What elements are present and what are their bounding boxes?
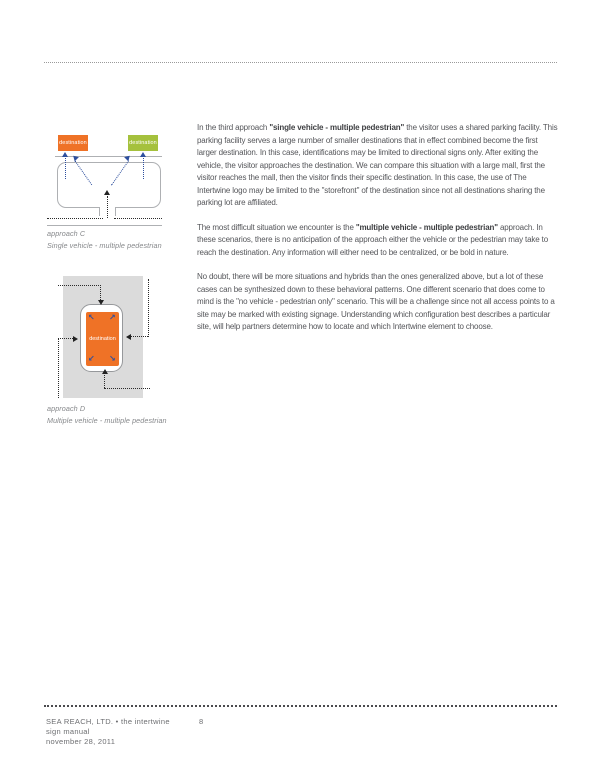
corner-arrow-nw-icon: ↖ bbox=[88, 313, 95, 322]
entrance-wall-left bbox=[99, 207, 100, 216]
approach-path-right-h bbox=[131, 336, 148, 337]
destination-box-center: destination bbox=[86, 312, 119, 366]
footer-line2: sign manual bbox=[46, 727, 90, 736]
approach-arrowhead-top-icon bbox=[98, 300, 104, 305]
entrance-wall-right bbox=[115, 207, 116, 216]
approach-path-bottom-v bbox=[104, 375, 105, 388]
paragraph: The most difficult situation we encounter is the "multiple vehicle - multiple pedestrian" approach. In these scenarios, there is no anticipation of the approach either the vehicle or the pedestrian may take to reach the destination. Any information will either need to be centralized, or be bold in nature. bbox=[197, 222, 548, 257]
approach-path-right-v bbox=[148, 279, 149, 337]
pedestrian-arrowhead-right-icon bbox=[140, 152, 146, 157]
approach-path-left-v bbox=[58, 338, 59, 398]
vehicle-path-right bbox=[114, 218, 162, 219]
pedestrian-arrowhead-diag-left-icon bbox=[71, 154, 79, 162]
diagram-approach-d bbox=[47, 276, 165, 400]
footer-line3: november 28, 2011 bbox=[46, 737, 116, 746]
approach-path-left-h bbox=[58, 338, 73, 339]
page-number: 8 bbox=[199, 717, 204, 726]
caption-approach-c-subtitle: Single vehicle - multiple pedestrian bbox=[47, 241, 162, 250]
pedestrian-arrow-line-right bbox=[143, 158, 144, 179]
approach-arrowhead-bottom-icon bbox=[102, 369, 108, 374]
paragraph: No doubt, there will be more situations and hybrids than the ones generalized above, but a lot of these cases can be synthesized down to these behavioral patterns. One different scenario that does come to mind is the "no vehicle - pedestrian only" scenario. This will be a challenge since not all access points to a site may be marked with existing signage. Understanding which configuration best describes a particular site, will help partners determine how to locate and which Intertwine element to choose. bbox=[197, 272, 555, 331]
caption-approach-c-title: approach C bbox=[47, 229, 86, 238]
parking-lot-outline bbox=[57, 162, 161, 208]
footer-dotted-rule bbox=[44, 705, 557, 707]
pedestrian-arrow-line-left bbox=[65, 158, 66, 179]
corner-arrow-ne-icon: ↗ bbox=[109, 313, 116, 322]
vehicle-path-turn bbox=[107, 196, 108, 218]
approach-path-bottom-h bbox=[104, 388, 150, 389]
top-dotted-rule bbox=[44, 62, 557, 63]
vehicle-arrowhead-icon bbox=[104, 190, 110, 195]
corner-arrow-sw-icon: ↙ bbox=[88, 354, 95, 363]
pedestrian-arrowhead-left-icon bbox=[62, 152, 68, 157]
caption-approach-d-subtitle: Multiple vehicle - multiple pedestrian bbox=[47, 416, 167, 425]
corner-arrow-se-icon: ↘ bbox=[109, 354, 116, 363]
road-edge-bottom-line bbox=[47, 225, 162, 226]
approach-arrowhead-right-icon bbox=[126, 334, 131, 340]
destination-box-green: destination bbox=[128, 135, 158, 151]
approach-arrowhead-left-icon bbox=[73, 336, 78, 342]
paragraph: In the third approach "single vehicle - multiple pedestrian" the visitor uses a shared parking facility. This parking facility serves a large number of smaller destinations that in effect combined become the first larger destination. In this case, identifications may be limited to directional signs only. After exiting the vehicle, the visitor approaches the destination. We can compare this situation with a large mall, first the visitor reaches the mall, then the visitor finds their specific destination. In this case, the use of The Intertwine logo may be limited to the "storefront" of the destination since not all destinations sharing the parking lot are affiliated. bbox=[197, 123, 558, 207]
vehicle-path-left bbox=[47, 218, 103, 219]
pedestrian-arrowhead-diag-right-icon bbox=[124, 154, 132, 162]
caption-approach-d-title: approach D bbox=[47, 404, 86, 413]
body-text bbox=[197, 122, 559, 346]
footer-block bbox=[46, 717, 170, 747]
footer-org-line: SEA REACH, LTD. • the intertwine bbox=[46, 717, 170, 726]
approach-path-top-v bbox=[100, 285, 101, 300]
destination-box-orange: destination bbox=[58, 135, 88, 151]
approach-path-top-h bbox=[58, 285, 101, 286]
diagram-approach-c bbox=[47, 133, 165, 229]
